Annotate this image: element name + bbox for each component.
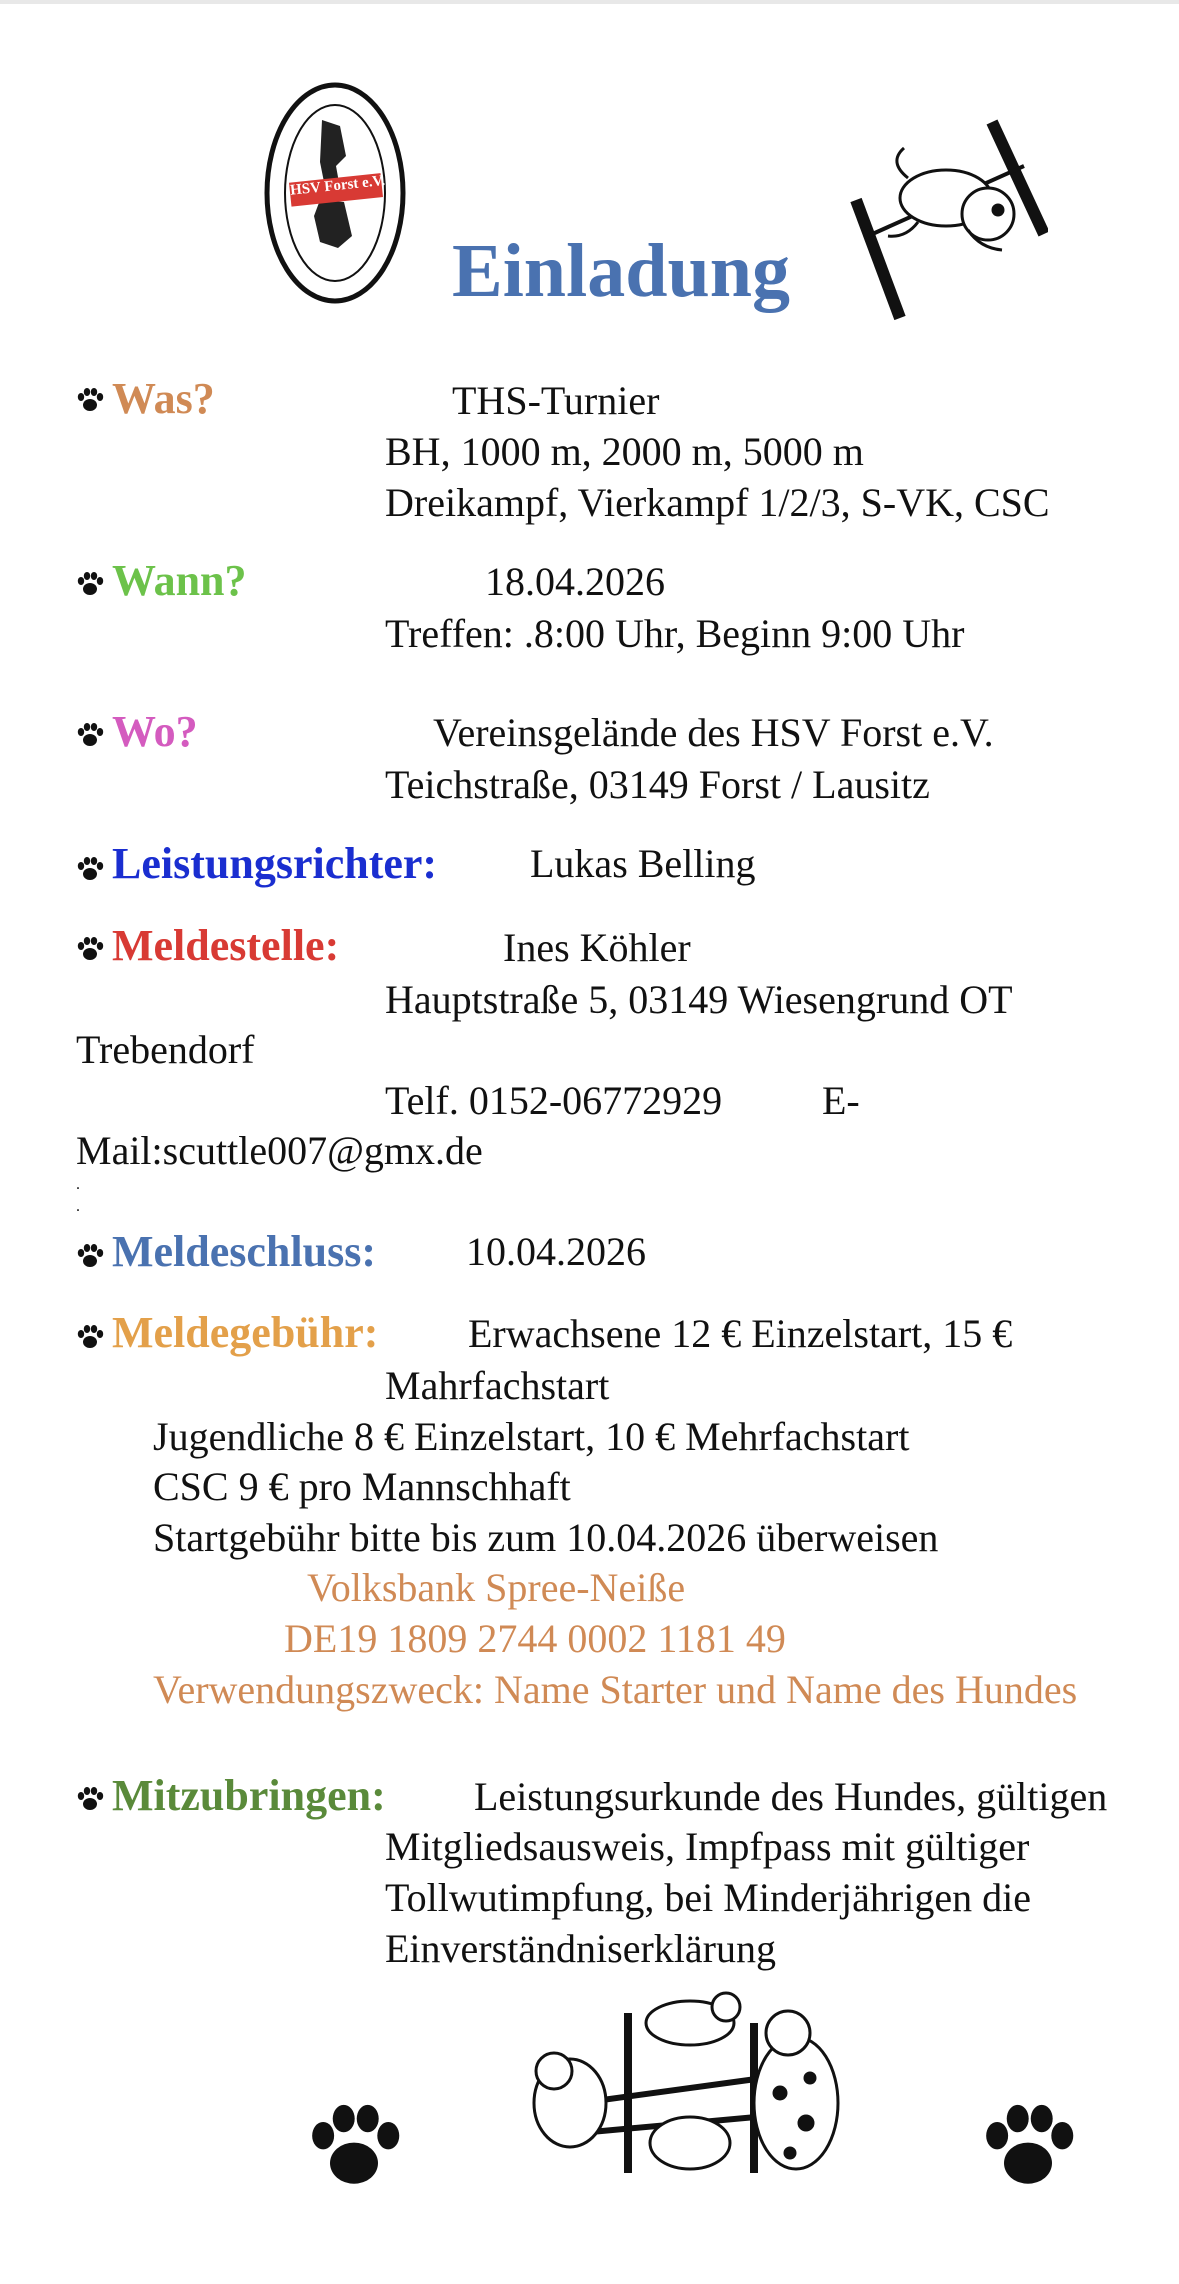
logo-text: HSV Forst e.V. — [289, 172, 386, 199]
wo-line-2: Teichstraße, 03149 Forst / Lausitz — [385, 762, 930, 807]
label-was: Was? — [112, 374, 215, 423]
mitbringen-line-1: Leistungsurkunde des Hundes, gültigen — [474, 1774, 1108, 1819]
paw-bullet-icon — [76, 570, 104, 598]
paw-bullet-icon — [76, 1785, 104, 1813]
paw-bullet-icon — [76, 1242, 104, 1270]
gebuehr-line-1: Erwachsene 12 € Einzelstart, 15 € — [468, 1311, 1013, 1356]
meldestelle-email: Mail:scuttle007@gmx.de — [76, 1128, 483, 1173]
label-leistungsrichter: Leistungsrichter: — [112, 839, 438, 888]
paw-bullet-icon — [76, 721, 104, 749]
paw-print-icon-right — [980, 2098, 1076, 2194]
was-line-3: Dreikampf, Vierkampf 1/2/3, S-VK, CSC — [385, 480, 1050, 525]
meldeschluss-date: 10.04.2026 — [466, 1229, 646, 1274]
paw-bullet-icon — [76, 855, 104, 883]
paw-bullet-icon — [76, 386, 104, 414]
meldestelle-name: Ines Köhler — [503, 925, 691, 970]
label-mitzubringen: Mitzubringen: — [112, 1771, 386, 1820]
paw-bullet-icon — [76, 1323, 104, 1351]
richter-name: Lukas Belling — [530, 841, 756, 886]
dogs-jumping-illustration — [510, 1983, 855, 2193]
paw-bullet-icon — [76, 935, 104, 963]
bank-iban: DE19 1809 2744 0002 1181 49 — [284, 1616, 786, 1661]
club-logo — [262, 80, 408, 306]
gebuehr-line-4: CSC 9 € pro Mannschhaft — [153, 1464, 571, 1509]
page-title: Einladung — [452, 229, 790, 313]
wo-line-1: Vereinsgelände des HSV Forst e.V. — [433, 710, 994, 755]
was-line-2: BH, 1000 m, 2000 m, 5000 m — [385, 429, 864, 474]
mitbringen-line-3: Tollwutimpfung, bei Minderjährigen die — [385, 1875, 1031, 1920]
wann-time: Treffen: .8:00 Uhr, Beginn 9:00 Uhr — [385, 611, 965, 656]
label-meldeschluss: Meldeschluss: — [112, 1227, 376, 1276]
paw-print-icon-left — [306, 2098, 402, 2194]
dot-1: . — [76, 1176, 80, 1193]
mitbringen-line-2: Mitgliedsausweis, Impfpass mit gültiger — [385, 1824, 1030, 1869]
top-divider — [0, 0, 1179, 4]
dot-2: . — [76, 1198, 80, 1215]
meldestelle-email-prefix: E- — [822, 1078, 860, 1123]
gebuehr-line-2: Mahrfachstart — [385, 1363, 610, 1408]
wann-date: 18.04.2026 — [485, 559, 665, 604]
label-meldestelle: Meldestelle: — [112, 921, 340, 970]
meldestelle-phone: Telf. 0152-06772929 — [385, 1078, 723, 1123]
mitbringen-line-4: Einverständniserklärung — [385, 1926, 776, 1971]
bank-reference: Verwendungszweck: Name Starter und Name des Hundes — [153, 1667, 1078, 1712]
was-line-1: THS-Turnier — [452, 378, 660, 423]
gebuehr-line-3: Jugendliche 8 € Einzelstart, 10 € Mehrfachstart — [153, 1414, 910, 1459]
label-meldegebuehr: Meldegebühr: — [112, 1308, 379, 1357]
meldestelle-address: Hauptstraße 5, 03149 Wiesengrund OT — [385, 977, 1013, 1022]
meldestelle-address-cont: Trebendorf — [76, 1027, 255, 1072]
gebuehr-line-5: Startgebühr bitte bis zum 10.04.2026 überweisen — [153, 1515, 939, 1560]
label-wann: Wann? — [112, 556, 247, 605]
label-wo: Wo? — [112, 707, 198, 756]
bank-name: Volksbank Spree-Neiße — [307, 1565, 686, 1610]
dog-hurdle-illustration — [848, 118, 1048, 323]
